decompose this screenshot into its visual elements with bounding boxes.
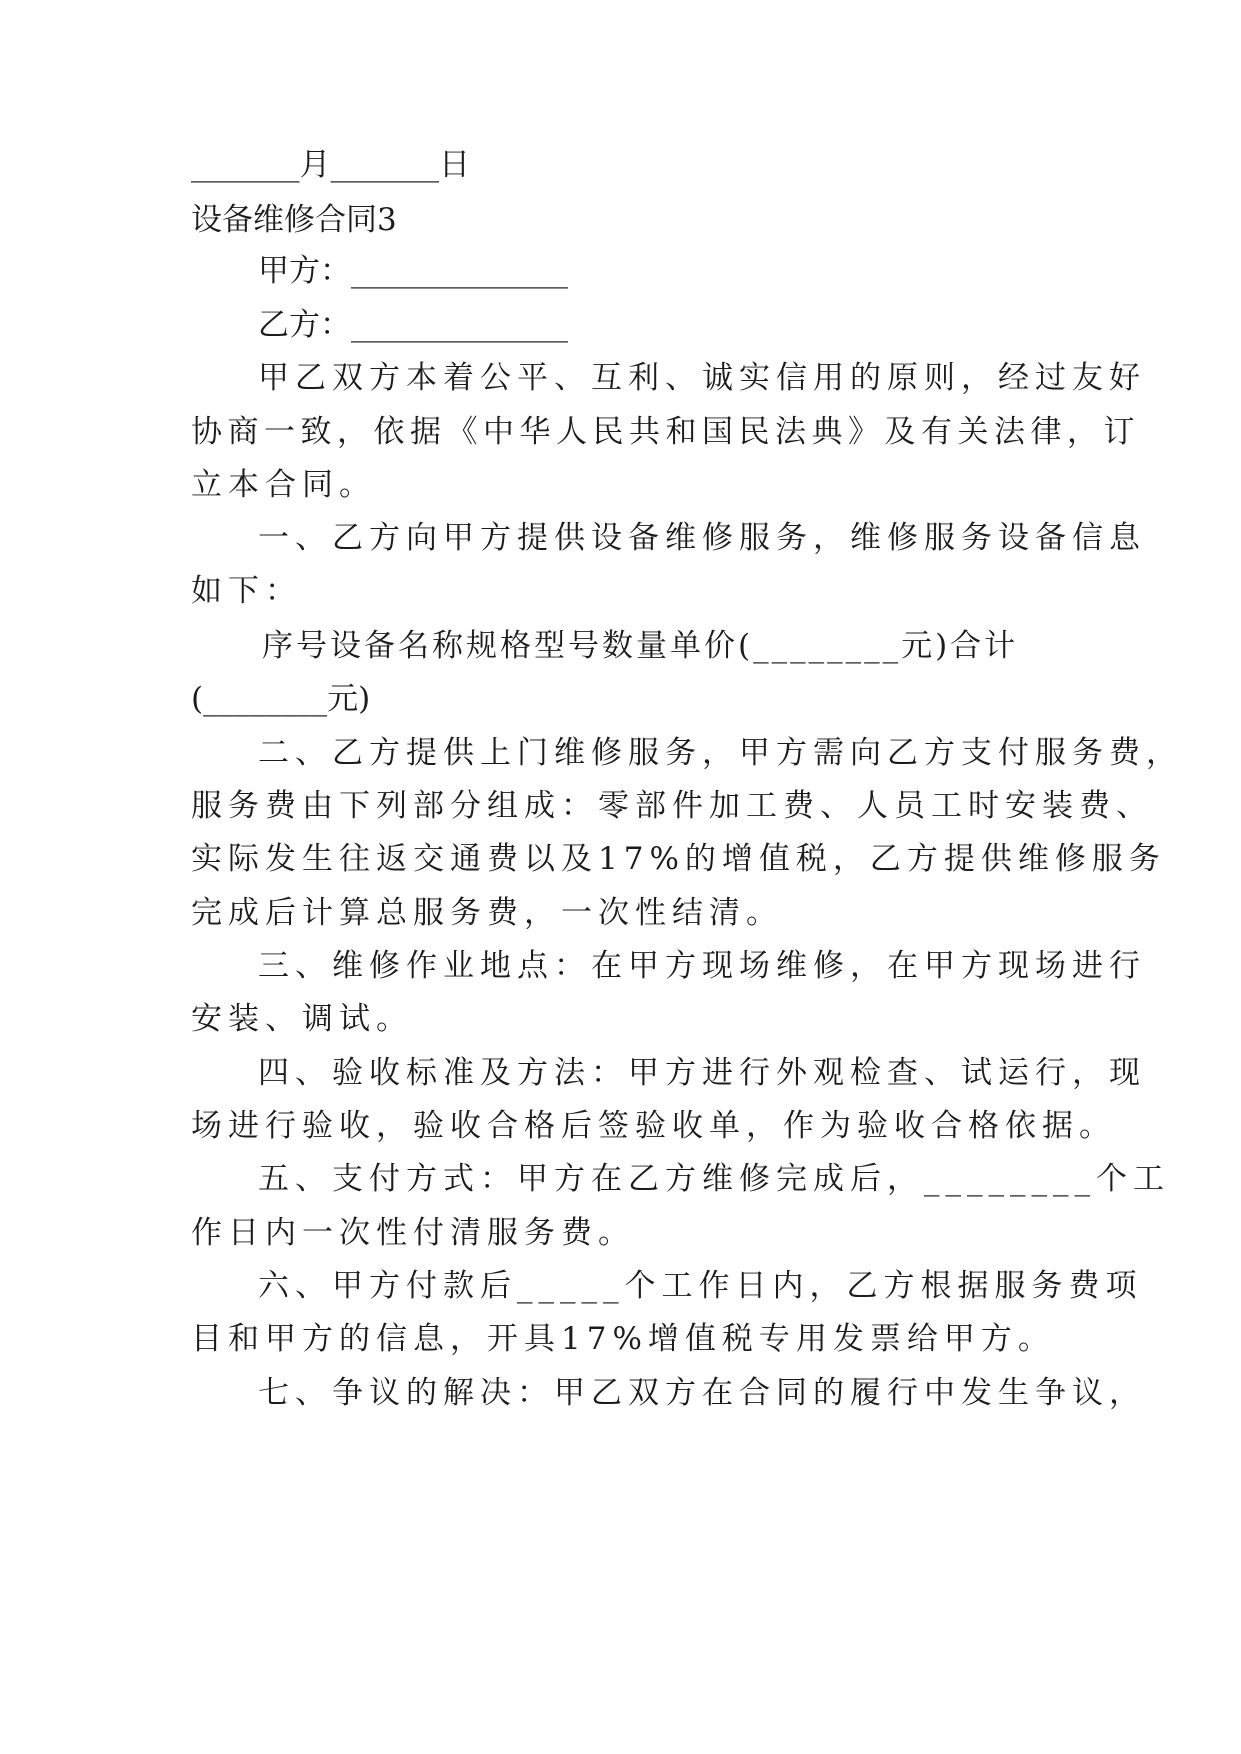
party-a-line: 甲方：______________ <box>258 253 568 289</box>
paragraph-line: 如下： <box>191 573 302 609</box>
paragraph-line: 二、乙方提供上门维修服务，甲方需向乙方支付服务费， <box>258 735 1183 771</box>
paragraph-line: 甲乙双方本着公平、互利、诚实信用的原则，经过友好 <box>258 360 1146 396</box>
paragraph-line: 五、支付方式：甲方在乙方维修完成后，________个工 <box>258 1161 1170 1197</box>
party-b-line: 乙方：______________ <box>258 307 568 343</box>
paragraph-line: 服务费由下列部分组成：零部件加工费、人员工时安装费、 <box>191 788 1153 824</box>
paragraph-line: 一、乙方向甲方提供设备维修服务，维修服务设备信息 <box>258 520 1146 556</box>
paragraph-line: (________元) <box>191 681 371 717</box>
paragraph-line: 作日内一次性付清服务费。 <box>191 1215 635 1251</box>
paragraph-line: 安装、调试。 <box>191 1001 413 1037</box>
paragraph-line: 序号设备名称规格型号数量单价(________元)合计 <box>262 628 1019 664</box>
paragraph-line: 协商一致，依据《中华人民共和国民法典》及有关法律，订 <box>191 414 1140 450</box>
paragraph-line: 场进行验收，验收合格后签验收单，作为验收合格依据。 <box>191 1108 1116 1144</box>
paragraph-line: 三、维修作业地点：在甲方现场维修，在甲方现场进行 <box>258 948 1146 984</box>
paragraph-line: 六、甲方付款后_____个工作日内，乙方根据服务费项 <box>258 1268 1143 1304</box>
paragraph-line: 四、验收标准及方法：甲方进行外观检查、试运行，现 <box>258 1055 1146 1091</box>
paragraph-line: 完成后计算总服务费，一次性结清。 <box>191 895 783 931</box>
paragraph-line: 立本合同。 <box>191 467 376 503</box>
paragraph-line: 七、争议的解决：甲乙双方在合同的履行中发生争议， <box>258 1375 1146 1411</box>
paragraph-line: 目和甲方的信息，开具17%增值税专用发票给甲方。 <box>191 1321 1055 1357</box>
date-line: _______月_______日 <box>191 147 470 183</box>
paragraph-line: 实际发生往返交通费以及17%的增值税，乙方提供维修服务 <box>191 841 1166 877</box>
contract-title: 设备维修合同3 <box>191 202 397 238</box>
